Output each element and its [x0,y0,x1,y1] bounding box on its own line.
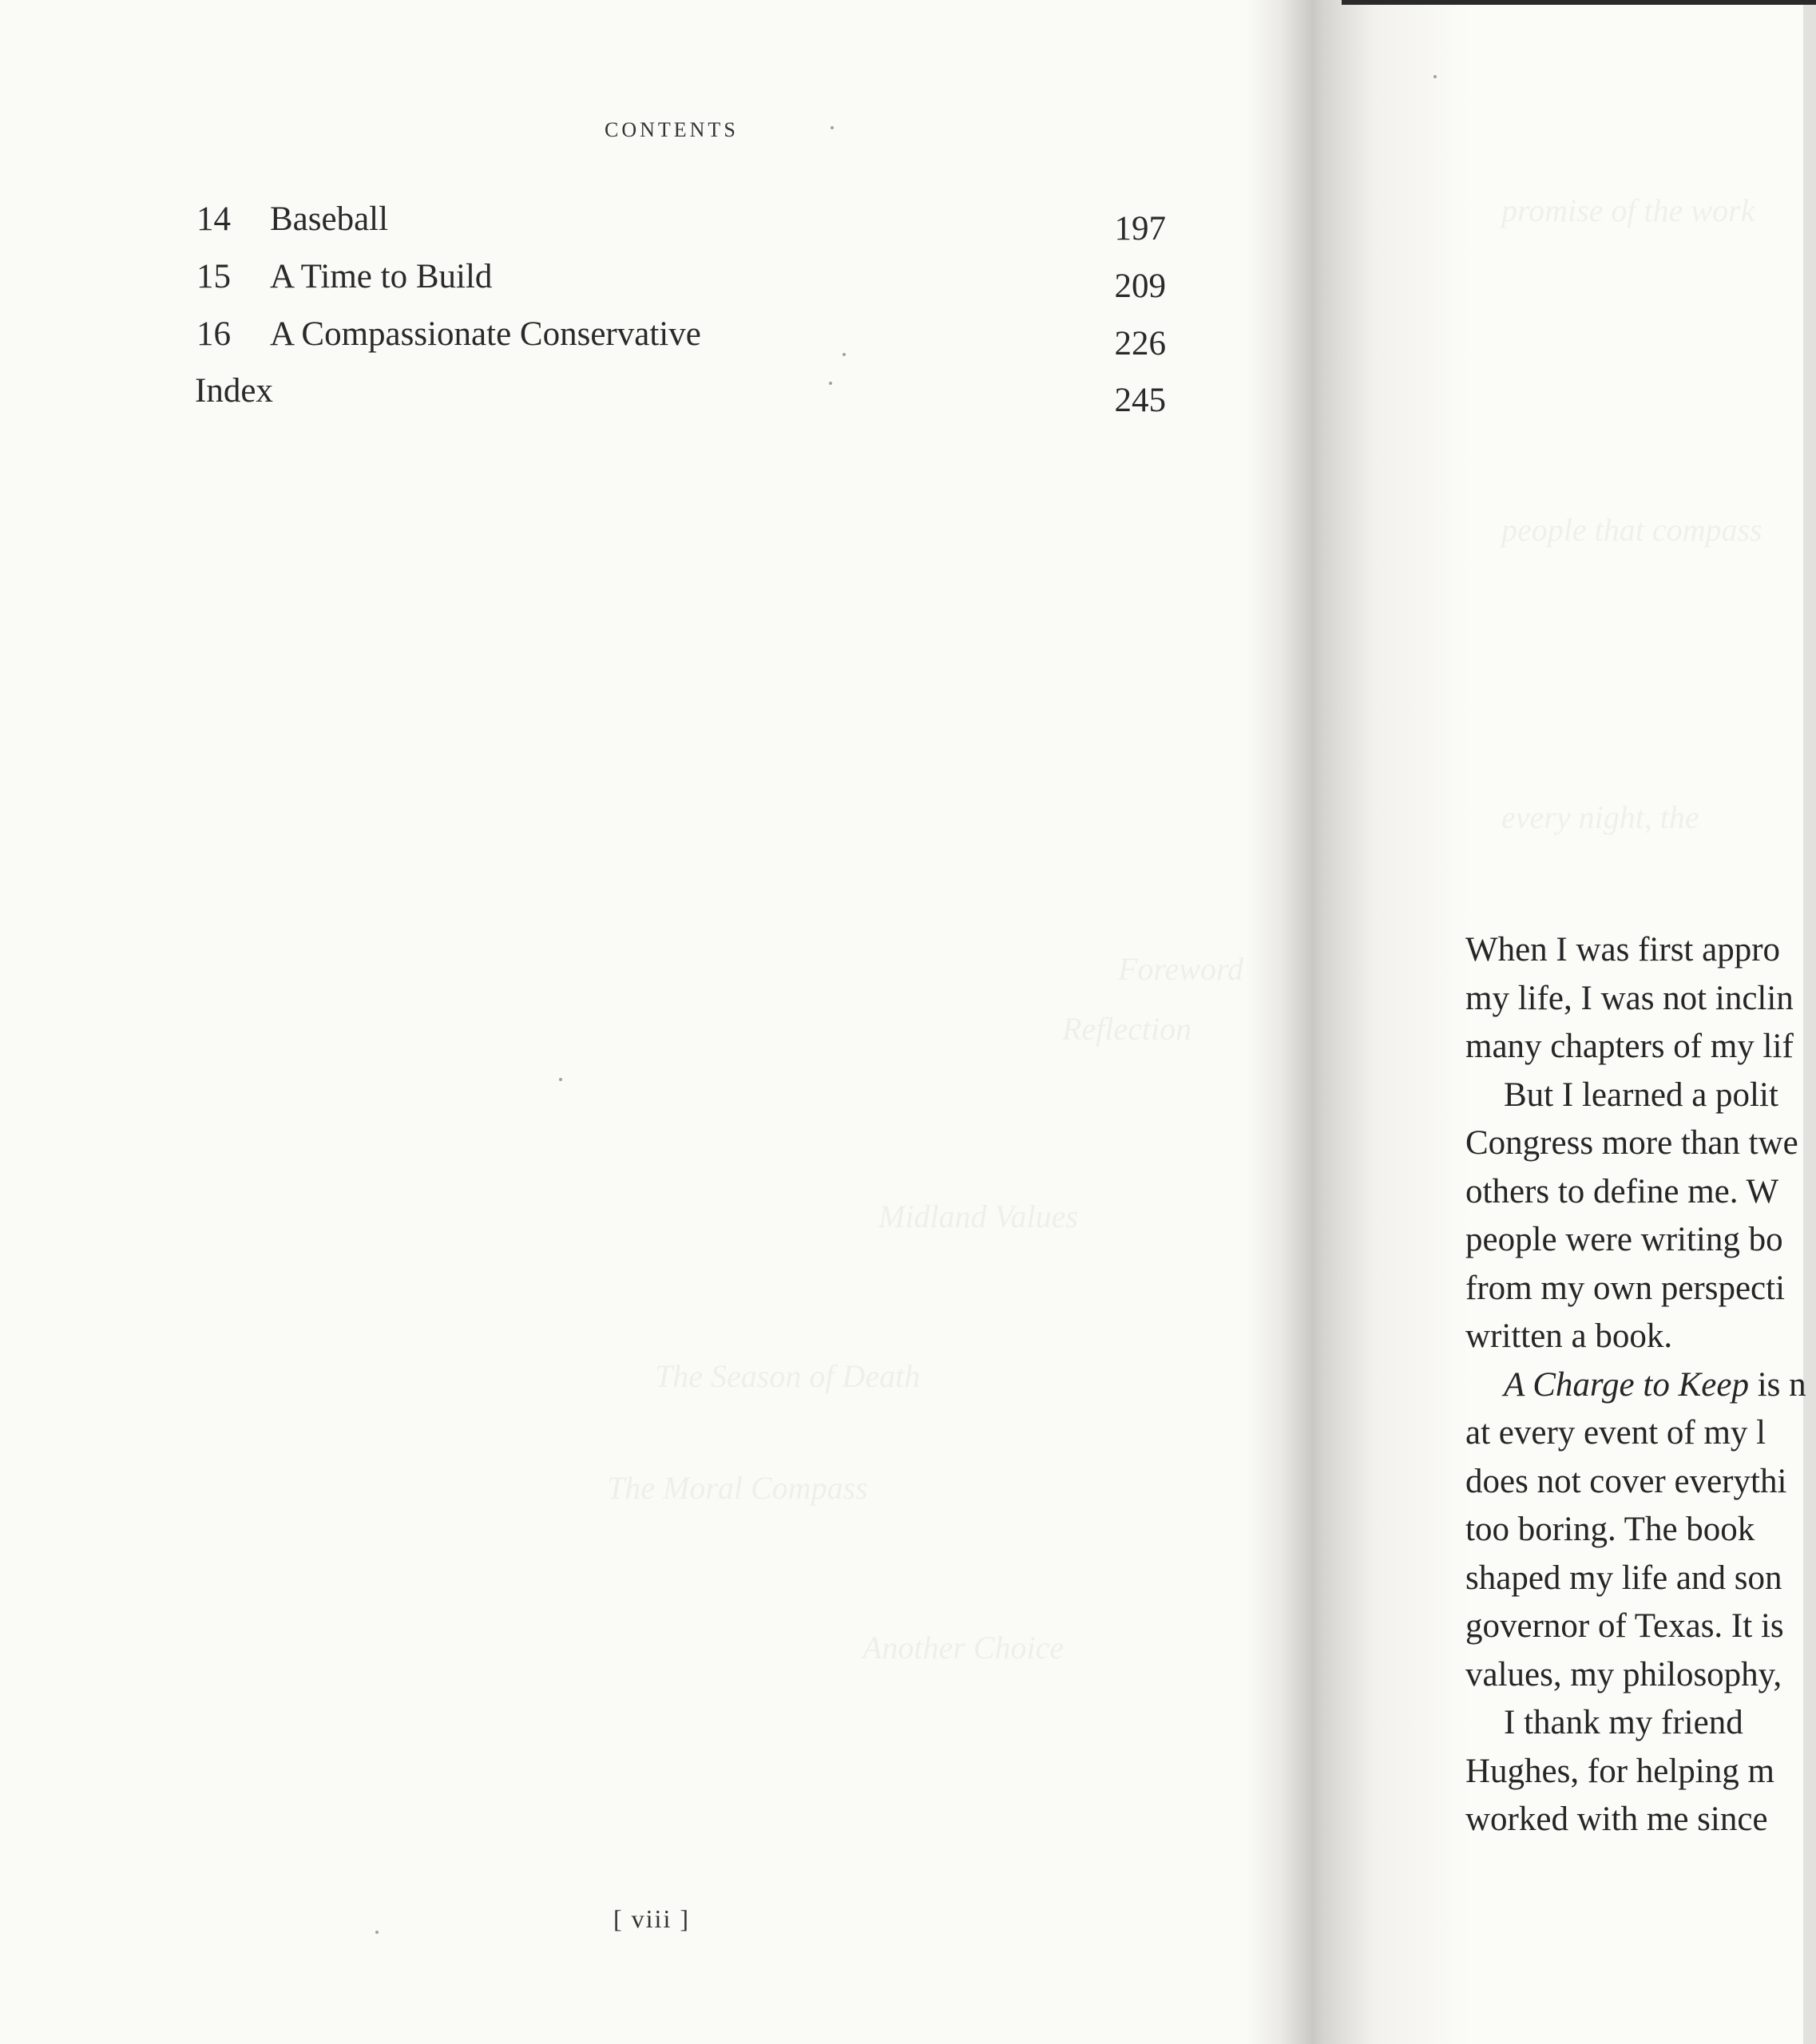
toc-entry-title: A Time to Build [270,258,493,295]
show-through-text: people that compass [1501,512,1762,548]
toc-entry-number: 16 [196,315,231,353]
toc-entry-title: A Compassionate Conservative [270,315,701,353]
text-line: too boring. The book [1465,1511,1755,1548]
text-line: Congress more than twe [1465,1124,1798,1162]
paper-speck [559,1078,562,1081]
toc-entry-page: 197 [1114,210,1166,248]
toc-entry-16 [0,315,1166,362]
text-line: shaped my life and son [1465,1559,1782,1597]
paper-speck [1433,75,1437,78]
text-line: from my own perspecti [1465,1269,1786,1307]
paper-speck [843,353,846,356]
toc-entry-title: Baseball [270,200,389,238]
text-line: values, my philosophy, [1465,1655,1782,1693]
toc-entry-page: 226 [1114,325,1166,362]
text-line: written a book. [1465,1317,1673,1355]
show-through-text: The Moral Compass [607,1470,868,1506]
text-line: my life, I was not inclin [1465,979,1794,1017]
paper-speck [375,1931,379,1934]
toc-entry-page: 209 [1114,267,1166,305]
show-through-text: Another Choice [862,1630,1065,1666]
text-line: people were writing bo [1465,1221,1783,1258]
text-line [1465,1361,1816,1410]
running-head: CONTENTS [605,118,739,141]
show-through-text: Reflection [1062,1011,1192,1047]
paper-speck [829,382,832,385]
toc-entry-number: 14 [196,200,231,238]
show-through-text: promise of the work [1501,192,1755,228]
toc-entry-index [0,371,1166,419]
show-through-text: Midland Values [878,1198,1078,1234]
text-line: many chapters of my lif [1465,1028,1794,1065]
toc-entry-number: 15 [196,258,231,295]
show-through-text: every night, the [1501,799,1699,835]
text-line: I thank my friend [1504,1704,1743,1741]
text-line: worked with me since [1465,1800,1768,1838]
show-through-text: The Season of Death [655,1358,921,1394]
show-through-text: Foreword [1118,951,1244,987]
page-top-edge [1342,0,1816,5]
text-line: But I learned a polit [1504,1075,1778,1114]
folio-page-number: [ viii ] [613,1904,690,1933]
toc-entry-15 [0,257,1166,305]
text-line: does not cover everythi [1465,1462,1787,1500]
text-line: When I was first appro [1465,931,1781,969]
toc-entry-page: 245 [1114,382,1166,419]
text-line: at every event of my l [1465,1414,1766,1452]
text-fragment: is n [1748,1365,1806,1404]
toc-entry-title: Index [195,372,273,410]
text-line: governor of Texas. It is [1465,1607,1784,1645]
book-title-italic: A Charge to Keep [1504,1365,1749,1404]
toc-entry-14 [0,200,1166,248]
preface-text [1465,926,1816,1844]
text-line: Hughes, for helping m [1465,1752,1774,1790]
text-line: others to define me. W [1465,1172,1779,1210]
paper-speck [831,126,834,129]
